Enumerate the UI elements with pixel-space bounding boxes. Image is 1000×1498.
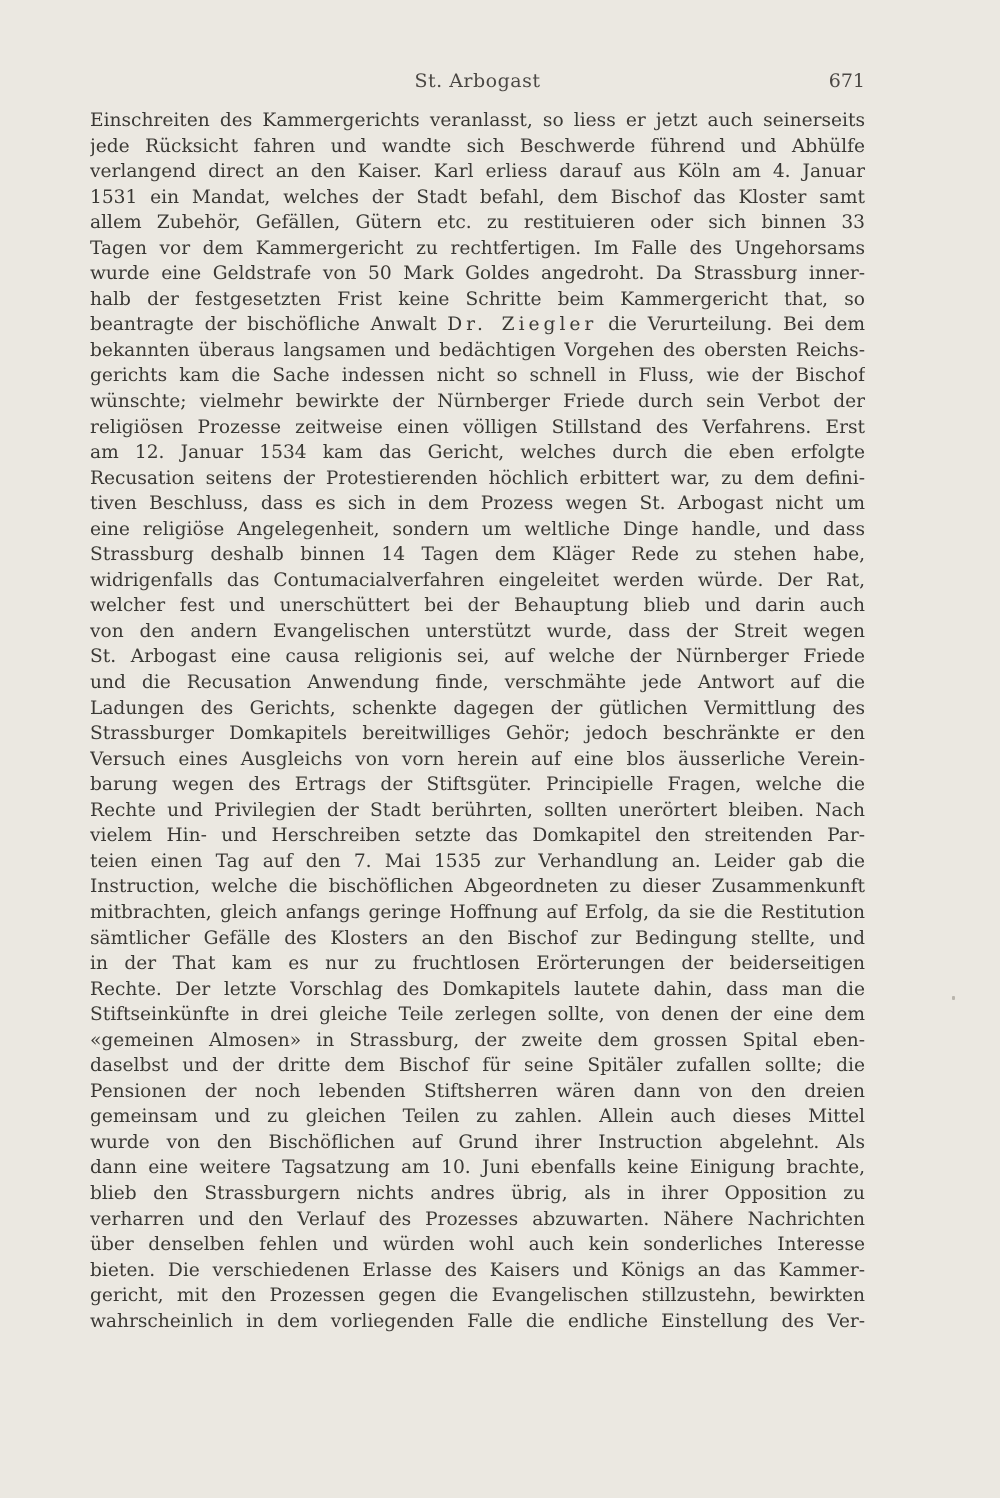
text-line: von den andern Evangelischen unterstützt wurde, dass der Streit wegen xyxy=(90,620,865,642)
spaced-name: Dr. Ziegler xyxy=(447,314,598,336)
paper-speck xyxy=(952,996,955,1000)
text-line: verharren und den Verlauf des Prozesses abzuwarten. Nähere Nachrichten xyxy=(90,1208,865,1230)
text-fragment: die Verurteilung. Bei dem xyxy=(597,314,865,336)
text-line: in der That kam es nur zu fruchtlosen Erörterungen der beiderseitigen xyxy=(90,953,865,975)
text-line xyxy=(90,312,865,338)
text-line: Versuch eines Ausgleichs von vorn herein auf eine blos äusserliche Verein- xyxy=(90,748,865,770)
text-line: gericht, mit den Prozessen gegen die Evangelischen stillzustehn, bewirkten xyxy=(90,1285,865,1307)
running-title: St. Arbogast xyxy=(414,70,541,92)
text-line: teien einen Tag auf den 7. Mai 1535 zur Verhandlung an. Leider gab die xyxy=(90,850,865,872)
text-line: sämtlicher Gefälle des Klosters an den Bischof zur Bedingung stellte, und xyxy=(90,927,865,949)
text-line: wurde eine Geldstrafe von 50 Mark Goldes angedroht. Da Strassburg inner- xyxy=(90,263,865,285)
text-line: bieten. Die verschiedenen Erlasse des Kaisers und Königs an das Kammer- xyxy=(90,1259,865,1281)
text-line: wahrscheinlich in dem vorliegenden Falle die endliche Einstellung des Ver- xyxy=(90,1310,865,1332)
body-text xyxy=(90,108,865,1334)
text-line: allem Zubehör, Gefällen, Gütern etc. zu restituieren oder sich binnen 33 xyxy=(90,212,865,234)
text-line: vielem Hin- und Herschreiben setzte das Domkapitel den streitenden Par- xyxy=(90,825,865,847)
text-line: barung wegen des Ertrags der Stiftsgüter. Principielle Fragen, welche die xyxy=(90,774,865,796)
text-line: und die Recusation Anwendung finde, verschmähte jede Antwort auf die xyxy=(90,672,865,694)
text-line: tiven Beschluss, dass es sich in dem Prozess wegen St. Arbogast nicht um xyxy=(90,493,865,515)
text-line: Stiftseinkünfte in drei gleiche Teile zerlegen sollte, von denen der eine dem xyxy=(90,1004,865,1026)
text-line: Ladungen des Gerichts, schenkte dagegen der gütlichen Vermittlung des xyxy=(90,697,865,719)
text-line: Pensionen der noch lebenden Stiftsherren wären dann von den dreien xyxy=(90,1080,865,1102)
text-line: St. Arbogast eine causa religionis sei, auf welche der Nürnberger Friede xyxy=(90,646,865,668)
page-number: 671 xyxy=(828,70,865,92)
text-line: widrigenfalls das Contumacialverfahren eingeleitet werden würde. Der Rat, xyxy=(90,569,865,591)
text-line: wurde von den Bischöflichen auf Grund ihrer Instruction abgelehnt. Als xyxy=(90,1131,865,1153)
text-line: welcher fest und unerschüttert bei der Behauptung blieb und darin auch xyxy=(90,595,865,617)
text-line: Rechte und Privilegien der Stadt berührten, sollten unerörtert bleiben. Nach xyxy=(90,799,865,821)
text-line: bekannten überaus langsamen und bedächtigen Vorgehen des obersten Reichs- xyxy=(90,339,865,361)
text-line: über denselben fehlen und würden wohl auch kein sonderliches Interesse xyxy=(90,1234,865,1256)
text-line: jede Rücksicht fahren und wandte sich Beschwerde führend und Abhülfe xyxy=(90,135,865,157)
text-line: religiösen Prozesse zeitweise einen völligen Stillstand des Verfahrens. Erst xyxy=(90,416,865,438)
text-line: Instruction, welche die bischöflichen Abgeordneten zu dieser Zusammenkunft xyxy=(90,876,865,898)
text-line: Rechte. Der letzte Vorschlag des Domkapitels lautete dahin, dass man die xyxy=(90,978,865,1000)
text-line: wünschte; vielmehr bewirkte der Nürnberger Friede durch sein Verbot der xyxy=(90,391,865,413)
text-line: Tagen vor dem Kammergericht zu rechtfertigen. Im Falle des Ungehorsams xyxy=(90,237,865,259)
text-line: gerichts kam die Sache indessen nicht so schnell in Fluss, wie der Bischof xyxy=(90,365,865,387)
text-line: mitbrachten, gleich anfangs geringe Hoffnung auf Erfolg, da sie die Restitution xyxy=(90,901,865,923)
text-line: Recusation seitens der Protestierenden höchlich erbittert war, zu dem defini- xyxy=(90,467,865,489)
text-line: halb der festgesetzten Frist keine Schritte beim Kammergericht that, so xyxy=(90,288,865,310)
running-head xyxy=(90,70,865,98)
text-line: eine religiöse Angelegenheit, sondern um weltliche Dinge handle, und dass xyxy=(90,518,865,540)
text-line: gemeinsam und zu gleichen Teilen zu zahlen. Allein auch dieses Mittel xyxy=(90,1106,865,1128)
text-line: 1531 ein Mandat, welches der Stadt befahl, dem Bischof das Kloster samt xyxy=(90,186,865,208)
text-line: dann eine weitere Tagsatzung am 10. Juni ebenfalls keine Einigung brachte, xyxy=(90,1157,865,1179)
text-line: verlangend direct an den Kaiser. Karl erliess darauf aus Köln am 4. Januar xyxy=(90,161,865,183)
text-line: Strassburger Domkapitels bereitwilliges Gehör; jedoch beschränkte er den xyxy=(90,723,865,745)
text-line: Einschreiten des Kammergerichts veranlasst, so liess er jetzt auch seinerseits xyxy=(90,110,865,131)
text-line: blieb den Strassburgern nichts andres übrig, als in ihrer Opposition zu xyxy=(90,1182,865,1204)
text-line: Strassburg deshalb binnen 14 Tagen dem Kläger Rede zu stehen habe, xyxy=(90,544,865,566)
text-line: «gemeinen Almosen» in Strassburg, der zweite dem grossen Spital eben- xyxy=(90,1029,865,1051)
text-line: am 12. Januar 1534 kam das Gericht, welches durch die eben erfolgte xyxy=(90,442,865,464)
text-line: daselbst und der dritte dem Bischof für seine Spitäler zufallen sollte; die xyxy=(90,1055,865,1077)
text-fragment: beantragte der bischöfliche Anwalt xyxy=(90,314,448,336)
